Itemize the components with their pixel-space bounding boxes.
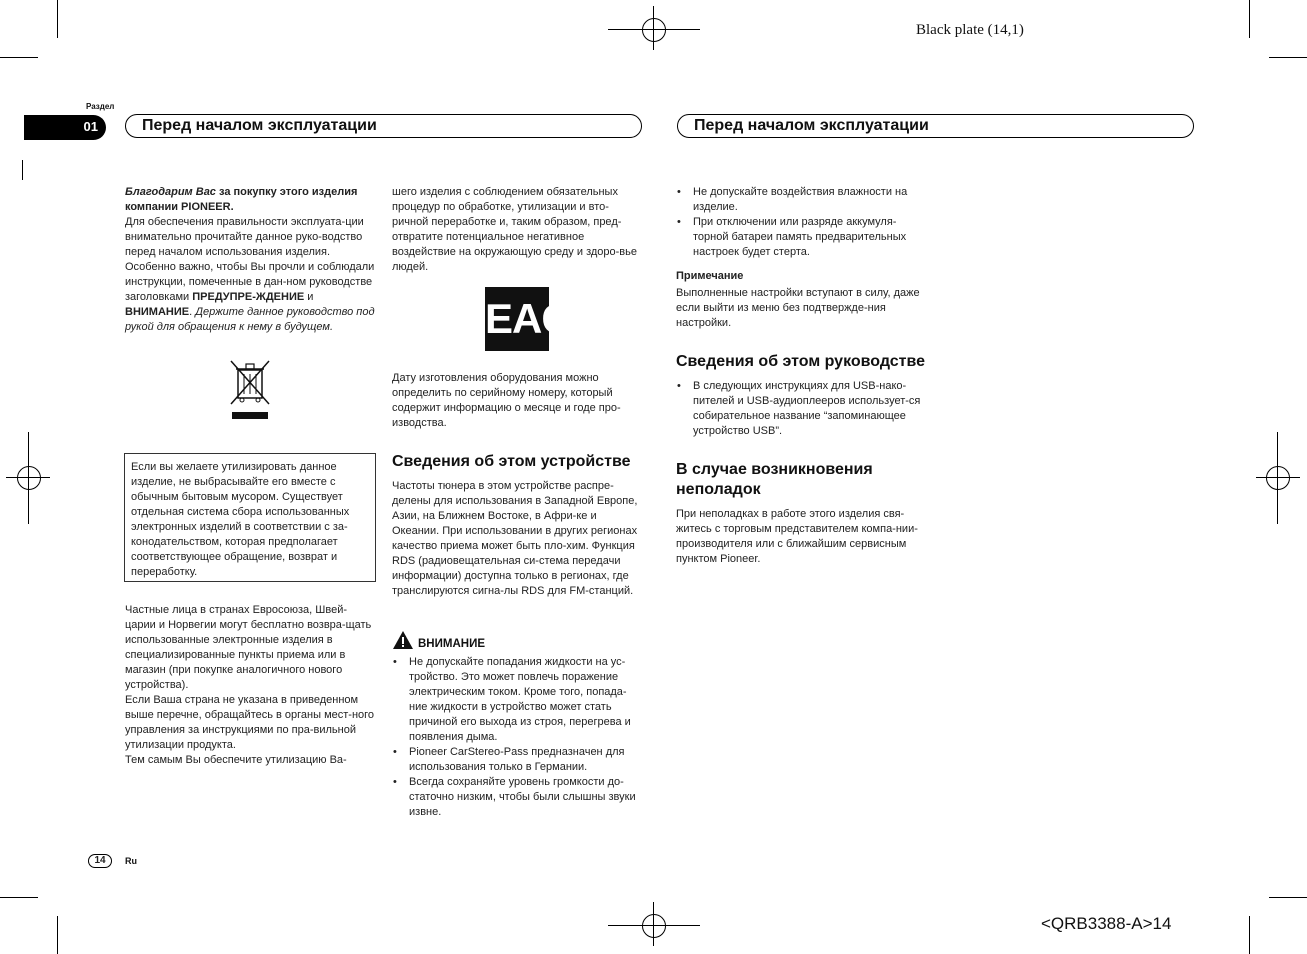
list-item: • Всегда сохраняйте уровень громкости до-статочно низким, чтобы были слышны звуки извне. xyxy=(392,775,642,820)
intro-text xyxy=(125,215,377,335)
column-2-mid xyxy=(392,371,642,431)
document-code: <QRB3388-A>14 xyxy=(1041,914,1172,933)
period: . xyxy=(189,306,196,318)
note-text: Выполненные настройки вступают в силу, даже если выйти из меню без подтвержде-ния настройки. xyxy=(676,287,920,329)
intro-paragraph xyxy=(125,185,377,215)
disposal-notice-box xyxy=(124,453,376,582)
crop-mark xyxy=(22,160,23,180)
manual-info-list xyxy=(676,379,928,439)
eac-mark-logo xyxy=(485,287,571,351)
page-number: 14 xyxy=(88,854,112,868)
registration-mark-icon xyxy=(17,466,41,490)
eac-mark-text: EAC xyxy=(485,295,571,342)
registration-line xyxy=(653,6,654,50)
registration-mark-icon xyxy=(642,18,666,42)
heading-troubleshooting: В случае возникновения неполадок xyxy=(676,461,873,498)
list-item: • Не допускайте попадания жидкости на ус-тройство. Это может повлечь поражение электрическим током. Кроме того, попада-ние жидкости в устройство может стать причиной его выхода из строя, перегрева и появления дыма. xyxy=(392,655,642,745)
crop-mark xyxy=(57,916,58,954)
column-1 xyxy=(125,185,377,335)
section-number: 01 xyxy=(24,115,106,140)
page-header-right: Перед началом эксплуатации xyxy=(677,114,1194,138)
caution-title: ВНИМАНИЕ xyxy=(418,638,486,650)
keep-manual-note: Держите данное руководство под рукой для обращения к нему в будущем. xyxy=(125,306,375,333)
keyword-caution: ВНИМАНИЕ xyxy=(125,306,190,318)
recycling-text: Тем самым Вы обеспечите утилизацию Ва- xyxy=(125,754,347,766)
caution-list xyxy=(392,655,642,820)
heading-manual-info: Сведения об этом руководстве xyxy=(676,353,926,370)
list-item: • Pioneer CarStereo-Pass предназначен для использования только в Германии. xyxy=(392,745,642,775)
column-2-top xyxy=(392,185,642,275)
keyword-warning: ПРЕДУПРЕ-ЖДЕНИЕ xyxy=(192,291,305,303)
crop-mark xyxy=(1269,57,1307,58)
crop-mark xyxy=(1249,0,1250,38)
troubleshooting-block xyxy=(676,507,928,567)
other-country-text: Если Ваша страна не указана в приведенном выше перечне, обращайтесь в органы мест-ного управления за инструкциями по пра-вильной утилизации продукта. xyxy=(125,694,375,751)
section-label: Раздел xyxy=(86,102,115,111)
eu-return-text: Частные лица в странах Евросоюза, Швей-царии и Норвегии могут бесплатно возвра-щать использованные электронные изделия в специализированные пункты приема или в магазин (при покупке аналогичного нового устройства). xyxy=(125,604,372,691)
heading-device-info: Сведения об этом устройстве xyxy=(392,453,631,470)
plate-label: Black plate (14,1) xyxy=(916,22,1024,38)
crop-mark xyxy=(0,897,38,898)
registration-mark-icon xyxy=(642,914,666,938)
registration-line xyxy=(608,925,700,926)
disposal-notice-text: Если вы желаете утилизировать данное изделие, не выбрасывайте его вместе с обычным бытовым мусором. Существует отдельная система сбора использованных электронных изделий в соответствии с за-конодательством, которая предполагает соответствующее обращение, возврат и переработку. xyxy=(131,461,350,578)
intro-thanks: Благодарим Вас xyxy=(125,186,216,198)
crop-mark xyxy=(1249,916,1250,954)
manufacture-date-text: Дату изготовления оборудования можно определить по серийному номеру, который содержит информацию о месяце и годе про-изводства. xyxy=(392,372,621,429)
registration-line xyxy=(1277,432,1278,524)
weee-bin-icon xyxy=(228,358,272,422)
intro-thanks-rest: за покупку этого изделия компании PIONEER. xyxy=(125,186,358,213)
page-header-left: Перед началом эксплуатации xyxy=(125,114,642,138)
recycling-continued: шего изделия с соблюдением обязательных процедур по обработке, утилизации и вто-ричной переработке и, таким образом, пред-отвратите потенциальное негативное воздействие на окружающую среду и здоро-вье людей. xyxy=(392,186,637,273)
intro-body: Для обеспечения правильности эксплуата-ции внимательно прочитайте данное руко-водство перед началом использования изделия. Особенно важно, чтобы Вы прочли и соблюдали инструкции, помеченные в дан-ном руководстве заголовками xyxy=(125,216,375,303)
warning-triangle-icon xyxy=(392,630,414,650)
column-1-lower xyxy=(125,603,377,768)
list-item: • При отключении или разряде аккумуля-торной батареи память предварительных настроек будет стерта. xyxy=(676,215,926,260)
crop-mark xyxy=(57,0,58,38)
connector: и xyxy=(304,291,314,303)
crop-mark xyxy=(1269,897,1307,898)
note-title: Примечание xyxy=(676,270,744,282)
language-code: Ru xyxy=(125,856,137,866)
list-item: • В следующих инструкциях для USB-нако-пителей и USB-аудиоплееров использует-ся собирательное название “запоминающее устройство USB”. xyxy=(676,379,928,439)
list-item: • Не допускайте воздействия влажности на изделие. xyxy=(676,185,926,215)
device-info-text: Частоты тюнера в этом устройстве распре-делены для использования в Западной Европе, Азии, на Ближнем Востоке, в Афри-ке и Океании. При использовании в других регионах качество приема может быть пло-хим. Функция RDS (радиовещательная си-стема передачи информации) доступна только в регионах, где транслируются сигна-лы RDS для FM-станций. xyxy=(392,480,638,597)
registration-line xyxy=(653,902,654,946)
device-info-block xyxy=(392,479,642,599)
registration-line xyxy=(608,29,700,30)
precaution-list xyxy=(676,185,926,260)
registration-mark-icon xyxy=(1266,466,1290,490)
crop-mark xyxy=(0,57,38,58)
troubleshooting-text: При неполадках в работе этого изделия свя-житесь с торговым представителем компа-нии-производителя или с ближайшим сервисным пунктом Pioneer. xyxy=(676,508,918,565)
registration-line xyxy=(28,432,29,524)
note-block xyxy=(676,286,926,331)
registration-line xyxy=(1256,477,1300,478)
